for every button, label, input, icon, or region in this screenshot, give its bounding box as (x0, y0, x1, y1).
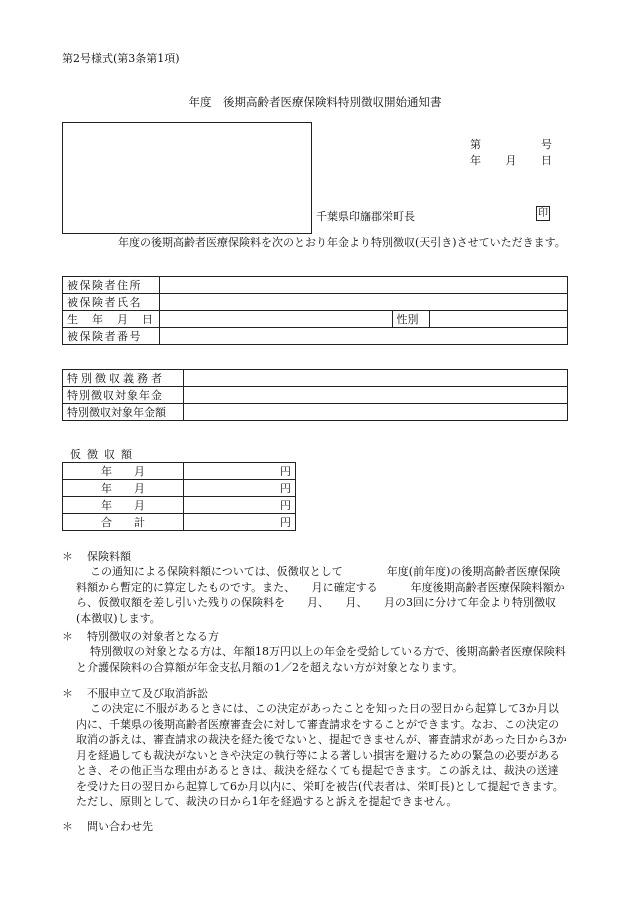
table-row (63, 463, 296, 480)
insured-name-value (159, 294, 568, 311)
seal-mark: 印 (538, 208, 548, 219)
section-head-appeal (62, 685, 208, 701)
collector-info-table (62, 369, 568, 421)
table-row (63, 328, 568, 345)
table-row (63, 404, 568, 421)
provisional-month-1: 年 月 (63, 463, 184, 480)
section-body-eligibility: 特別徴収の対象となる方は、年額18万円以上の年金を受給している方で、後期高齢者医療保険料と介護保険料の合算額が年金支払月額の1／2を超えない方が対象となります。 (76, 645, 566, 674)
provisional-yen-1: 円 (184, 463, 296, 480)
document-number-block (470, 136, 552, 168)
doc-date-month: 月 (505, 154, 517, 167)
star-icon: ＊ (62, 687, 73, 700)
table-row (63, 370, 568, 387)
insured-number-label: 被保険者番号 (63, 328, 160, 345)
birth-date-value (159, 311, 392, 328)
table-row (63, 497, 296, 514)
section-title: 問い合わせ先 (87, 820, 153, 833)
section-head-premium (62, 548, 131, 564)
section-head-contact (62, 818, 153, 834)
document-title: 年度 後期高齢者医療保険料特別徴収開始通知書 (188, 95, 442, 109)
doc-date-year: 年 (470, 154, 481, 167)
star-icon: ＊ (62, 550, 73, 563)
provisional-total-label: 合 計 (63, 514, 184, 531)
table-row (63, 294, 568, 311)
pension-amount-label: 特別徴収対象年金額 (63, 404, 184, 421)
gender-label: 性別 (392, 311, 429, 328)
obligor-value (184, 370, 568, 387)
doc-number-dai: 第 (470, 138, 481, 151)
provisional-month-2: 年 月 (63, 480, 184, 497)
insured-number-value (159, 328, 568, 345)
form-number: 第2号様式(第3条第1項) (62, 52, 180, 65)
star-icon: ＊ (62, 630, 73, 643)
pension-label: 特別徴収対象年金 (63, 387, 184, 404)
issuer-name: 千葉県印旛郡栄町長 (316, 210, 415, 223)
table-row (63, 480, 296, 497)
obligor-label: 特別徴収義務者 (63, 370, 184, 387)
insured-info-table (62, 276, 568, 345)
provisional-title: 仮徴収額 (70, 448, 138, 461)
section-title: 不服申立て及び取消訴訟 (87, 687, 208, 700)
insured-name-label: 被保険者氏名 (63, 294, 160, 311)
section-body-premium: この通知による保険料額については、仮徴収として 年度(前年度)の後期高齢者医療保険料額から暫定的に算定したものです。また、 月に確定する 年度後期高齢者医療保険料額から、仮徴収額を差し引いた残りの保険料を 月、 月、 月の3回に分けて年金より特別徴収(本徴収)します。 (76, 565, 565, 625)
section-body-appeal: この決定に不服があるときには、この決定があったことを知った日の翌日から起算して3か月以内に、千葉県の後期高齢者医療審査会に対して審査請求をすることができます。なお、この決定の取消の訴えは、審査請求の裁決を経た後でないと、提起できませんが、審査請求があった日から3か月を経過しても裁決がないときや決定の執行等による著しい損害を避けるための緊急の必要があるとき、その他正当な理由があるときは、裁決を経なくても提起できます。この訴えは、裁決の送達を受けた日の翌日から起算して6か月以内に、栄町を被告(代表者は、栄町長)として提起できます。ただし、原則として、裁決の日から1年を経過すると訴えを提起できません。 (76, 702, 567, 808)
doc-date-day: 日 (541, 154, 552, 167)
doc-number-go: 号 (541, 138, 552, 151)
insured-address-label: 被保険者住所 (63, 277, 160, 294)
intro-text: 年度の後期高齢者医療保険料を次のとおり年金より特別徴収(天引き)させていただきます。 (118, 236, 566, 249)
table-row (63, 514, 296, 531)
section-head-eligibility (62, 628, 219, 644)
gender-value (429, 311, 568, 328)
provisional-yen-3: 円 (184, 497, 296, 514)
provisional-month-3: 年 月 (63, 497, 184, 514)
insured-address-value (159, 277, 568, 294)
section-title: 保険料額 (87, 550, 131, 563)
pension-amount-value (184, 404, 568, 421)
table-row (63, 277, 568, 294)
provisional-yen-2: 円 (184, 480, 296, 497)
table-row (63, 387, 568, 404)
table-row (63, 311, 568, 328)
birth-date-label: 生 年 月 日 (63, 311, 160, 328)
pension-value (184, 387, 568, 404)
recipient-address-box (62, 122, 312, 234)
star-icon: ＊ (62, 820, 73, 833)
provisional-amount-table (62, 462, 296, 531)
section-title: 特別徴収の対象者となる方 (87, 630, 219, 643)
provisional-total-yen: 円 (184, 514, 296, 531)
